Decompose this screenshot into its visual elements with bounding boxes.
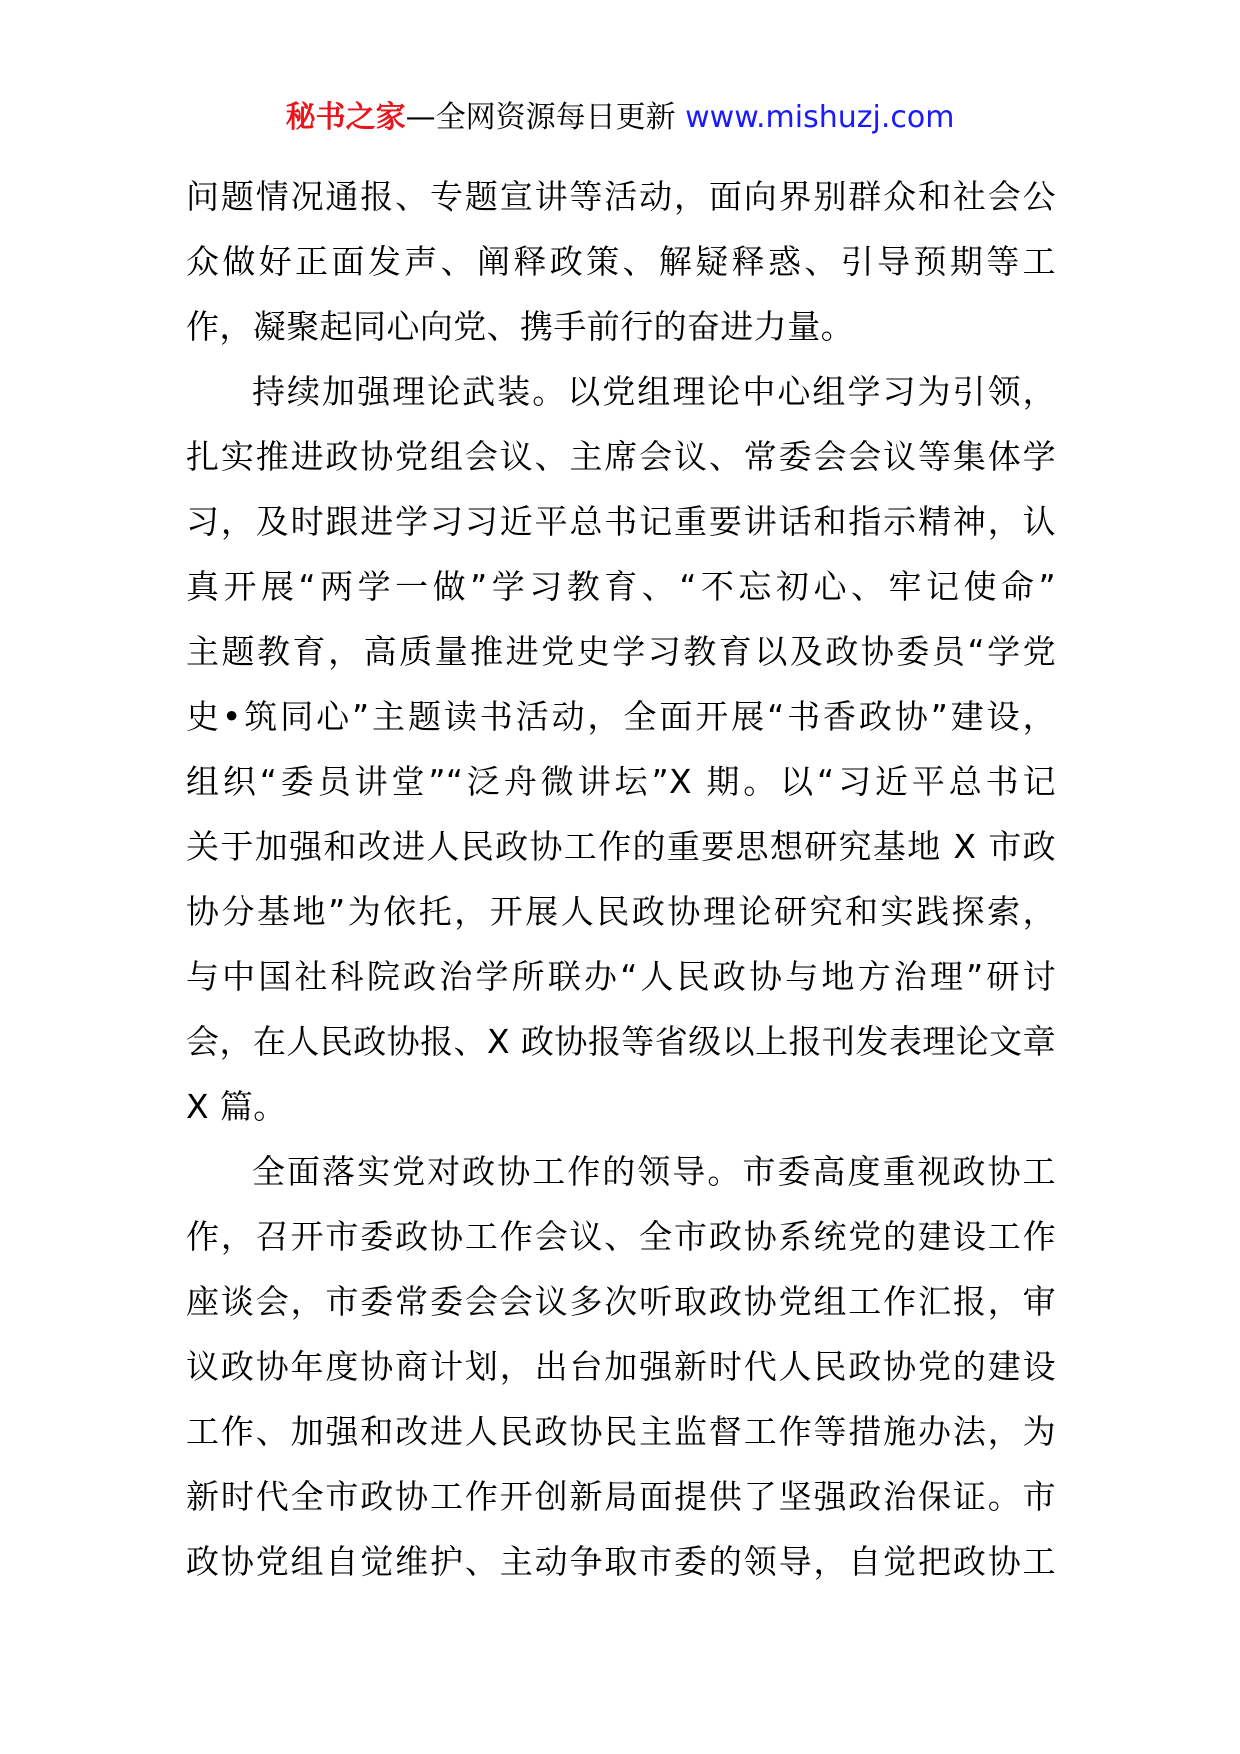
paragraph-3-line: 政协党组自觉维护、主动争取市委的领导，自觉把政协工 <box>186 1542 1056 1581</box>
paragraph-2-line: 与中国社科院政治学所联办“人民政协与地方治理”研讨 <box>186 957 1056 996</box>
paragraph-3-line: 作，召开市委政协工作会议、全市政协系统党的建设工作 <box>186 1217 1056 1256</box>
paragraph-2-line: 扎实推进政协党组会议、主席会议、常委会会议等集体学 <box>186 437 1056 476</box>
site-url-link[interactable]: www.mishuzj.com <box>685 100 955 135</box>
paragraph-2-line: 会，在人民政协报、X 政协报等省级以上报刊发表理论文章 <box>186 1022 1056 1061</box>
document-body <box>186 164 1056 1594</box>
paragraph-3-line: 工作、加强和改进人民政协民主监督工作等措施办法，为 <box>186 1412 1056 1451</box>
paragraph-1-line: 作，凝聚起同心向党、携手前行的奋进力量。 <box>186 307 854 346</box>
paragraph-1-line: 众做好正面发声、阐释政策、解疑释惑、引导预期等工 <box>186 242 1056 281</box>
paragraph-3-line: 全面落实党对政协工作的领导。市委高度重视政协工 <box>252 1152 1056 1191</box>
paragraph-2-line: 史•筑同心”主题读书活动，全面开展“书香政协”建设， <box>186 697 1056 736</box>
paragraph-2-line: 真开展“两学一做”学习教育、“不忘初心、牢记使命” <box>186 567 1056 606</box>
paragraph-2-line: 协分基地”为依托，开展人民政协理论研究和实践探索， <box>186 892 1056 931</box>
paragraph-3-line: 新时代全市政协工作开创新局面提供了坚强政治保证。市 <box>186 1477 1056 1516</box>
site-tagline: —全网资源每日更新 <box>405 100 676 135</box>
paragraph-2-line: 主题教育，高质量推进党史学习教育以及政协委员“学党 <box>186 632 1056 671</box>
paragraph-3-line: 议政协年度协商计划，出台加强新时代人民政协党的建设 <box>186 1347 1056 1386</box>
paragraph-2-line: X 篇。 <box>186 1087 287 1126</box>
paragraph-1-line: 问题情况通报、专题宣讲等活动，面向界别群众和社会公 <box>186 177 1056 216</box>
paragraph-2-line: 持续加强理论武装。以党组理论中心组学习为引领， <box>252 372 1056 411</box>
site-header <box>0 98 1240 138</box>
paragraph-3-line: 座谈会，市委常委会会议多次听取政协党组工作汇报，审 <box>186 1282 1056 1321</box>
paragraph-2-line: 习，及时跟进学习习近平总书记重要讲话和指示精神，认 <box>186 502 1056 541</box>
paragraph-2-line: 组织“委员讲堂”“泛舟微讲坛”X 期。以“习近平总书记 <box>186 762 1056 801</box>
site-brand: 秘书之家 <box>285 100 406 135</box>
paragraph-2-line: 关于加强和改进人民政协工作的重要思想研究基地 X 市政 <box>186 827 1056 866</box>
